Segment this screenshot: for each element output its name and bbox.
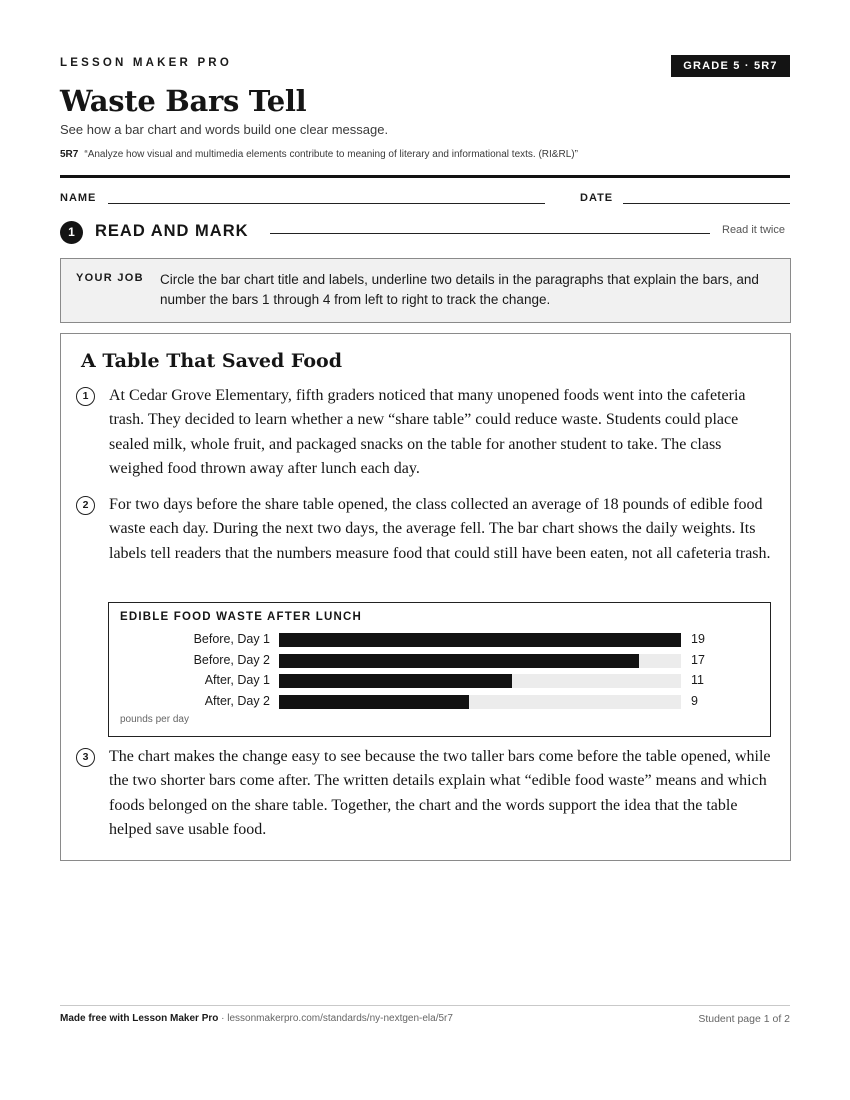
bar-track xyxy=(279,654,681,668)
paragraph-number: 1 xyxy=(76,387,95,406)
chart-units-label: pounds per day xyxy=(120,714,189,725)
grade-badge: GRADE 5 · 5R7 xyxy=(671,55,790,77)
bar xyxy=(279,674,512,688)
bar-value-label: 11 xyxy=(691,673,704,687)
step-note: Read it twice xyxy=(722,224,785,236)
step-divider xyxy=(270,233,710,234)
bar-category-label: Before, Day 1 xyxy=(193,632,270,646)
name-label: NAME xyxy=(60,192,97,204)
job-text: Circle the bar chart title and labels, underline two details in the paragraphs that explain the bars, and number the bars 1 through 4 from left to right to track the change. xyxy=(160,272,759,307)
bar-value-label: 19 xyxy=(691,632,705,646)
worksheet-title: Waste Bars Tell xyxy=(60,84,307,118)
job-label: YOUR JOB xyxy=(76,272,144,284)
job-instructions-box xyxy=(60,258,791,323)
standard-code: 5R7 xyxy=(60,149,79,160)
bar-track xyxy=(279,695,681,709)
bar-track xyxy=(279,633,681,647)
paragraph-text: At Cedar Grove Elementary, fifth graders noticed that many unopened foods went into the cafeteria trash. They decided to learn whether a new “share table” could reduce waste. Students could place sealed milk, whole fruit, and packaged snacks on the table for another student to take. The class weighed food thrown away after lunch each day. xyxy=(109,387,746,477)
footer-page-number: Student page 1 of 2 xyxy=(698,1013,790,1025)
standard-text: “Analyze how visual and multimedia elements contribute to meaning of literary and informational texts. (RI&RL)” xyxy=(84,149,578,160)
footer-divider xyxy=(60,1005,790,1006)
bar xyxy=(279,695,469,709)
brand-name: LESSON MAKER PRO xyxy=(60,57,232,69)
header-divider xyxy=(60,175,790,178)
bar-track xyxy=(279,674,681,688)
footer-url[interactable]: · lessonmakerpro.com/standards/ny-nextgen-ela/5r7 xyxy=(218,1013,453,1024)
worksheet-subtitle: See how a bar chart and words build one clear message. xyxy=(60,122,389,137)
date-field[interactable] xyxy=(623,203,790,204)
chart-title: EDIBLE FOOD WASTE AFTER LUNCH xyxy=(120,611,363,623)
bar-category-label: After, Day 1 xyxy=(204,673,270,687)
bar-category-label: Before, Day 2 xyxy=(193,652,270,667)
paragraph-number: 2 xyxy=(76,496,95,515)
step-title: READ AND MARK xyxy=(95,222,249,240)
footer-made-with: Made free with Lesson Maker Pro xyxy=(60,1013,219,1024)
reading-passage xyxy=(60,333,791,861)
bar-value-label: 9 xyxy=(691,693,698,708)
passage-title: A Table That Saved Food xyxy=(81,350,342,372)
bar-category-label: After, Day 2 xyxy=(204,693,270,708)
standard-line xyxy=(60,149,578,160)
paragraph-number: 3 xyxy=(76,748,95,767)
date-label: DATE xyxy=(580,192,614,204)
bar xyxy=(279,654,639,668)
bar xyxy=(279,633,681,647)
bar-value-label: 17 xyxy=(691,652,705,667)
bar-chart xyxy=(108,602,771,737)
footer-credit xyxy=(60,1013,453,1024)
name-field[interactable] xyxy=(108,203,545,204)
step-number-badge: 1 xyxy=(60,221,83,244)
paragraph-text: The chart makes the change easy to see because the two taller bars come before the table opened, while the two shorter bars come after. The written details explain what “edible food waste” means and which foods belonged on the share table. Together, the chart and the words support the idea that the table helped save usable food. xyxy=(109,748,771,838)
paragraph-text: For two days before the share table opened, the class collected an average of 18 pounds of edible food waste each day. During the next two days, the average fell. The bar chart shows the daily weights. Its labels tell readers that the numbers measure food that could still have been eaten, not all cafeteria trash. xyxy=(109,496,771,562)
